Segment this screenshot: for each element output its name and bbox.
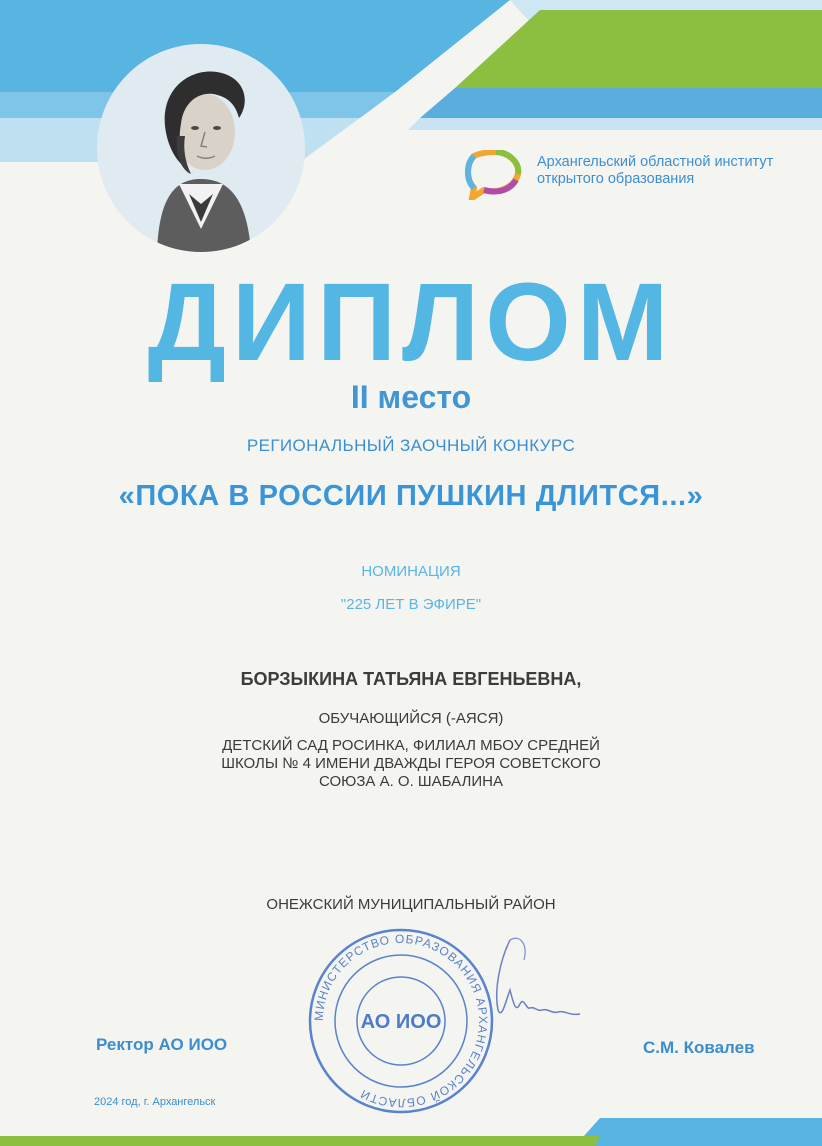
nomination-label: НОМИНАЦИЯ xyxy=(361,563,461,580)
recipient-name: БОРЗЫКИНА ТАТЬЯНА ЕВГЕНЬЕВНА, xyxy=(240,669,582,689)
handwritten-signature xyxy=(480,930,590,1040)
organization-name-line2: открытого образования xyxy=(537,171,695,187)
pushkin-portrait xyxy=(97,44,305,252)
recipient-institution xyxy=(0,737,822,791)
contest-type: РЕГИОНАЛЬНЫЙ ЗАОЧНЫЙ КОНКУРС xyxy=(246,436,576,455)
recipient-role: ОБУЧАЮЩИЙСЯ (-АЯСЯ) xyxy=(318,710,504,727)
diploma-title: ДИПЛОМ xyxy=(147,261,675,384)
rector-title: Ректор АО ИОО xyxy=(96,1035,228,1054)
organization-name-line1: Архангельский областной институт xyxy=(537,154,774,170)
recipient-district: ОНЕЖСКИЙ МУНИЦИПАЛЬНЫЙ РАЙОН xyxy=(266,896,556,913)
official-stamp xyxy=(307,927,495,1115)
signatory-name: С.М. Ковалев xyxy=(643,1038,755,1057)
organization-name xyxy=(537,154,817,188)
stamp-center-text: АО ИОО xyxy=(360,1011,442,1033)
institution-line1: ДЕТСКИЙ САД РОСИНКА, ФИЛИАЛ МБОУ СРЕДНЕЙ xyxy=(222,737,600,754)
award-place: II место xyxy=(350,379,472,415)
institute-logo-icon xyxy=(464,150,522,200)
stamp-ring-text: МИНИСТЕРСТВО ОБРАЗОВАНИЯ АРХАНГЕЛЬСКОЙ ОБЛАСТИ xyxy=(311,931,491,1111)
institution-line2: ШКОЛЫ № 4 ИМЕНИ ДВАЖДЫ ГЕРОЯ СОВЕТСКОГО xyxy=(221,755,601,772)
nomination-value: "225 ЛЕТ В ЭФИРЕ" xyxy=(340,596,482,613)
contest-name: «ПОКА В РОССИИ ПУШКИН ДЛИТСЯ...» xyxy=(118,480,704,512)
city-year: 2024 год, г. Архангельск xyxy=(94,1096,216,1108)
institution-line3: СОЮЗА А. О. ШАБАЛИНА xyxy=(319,773,503,790)
